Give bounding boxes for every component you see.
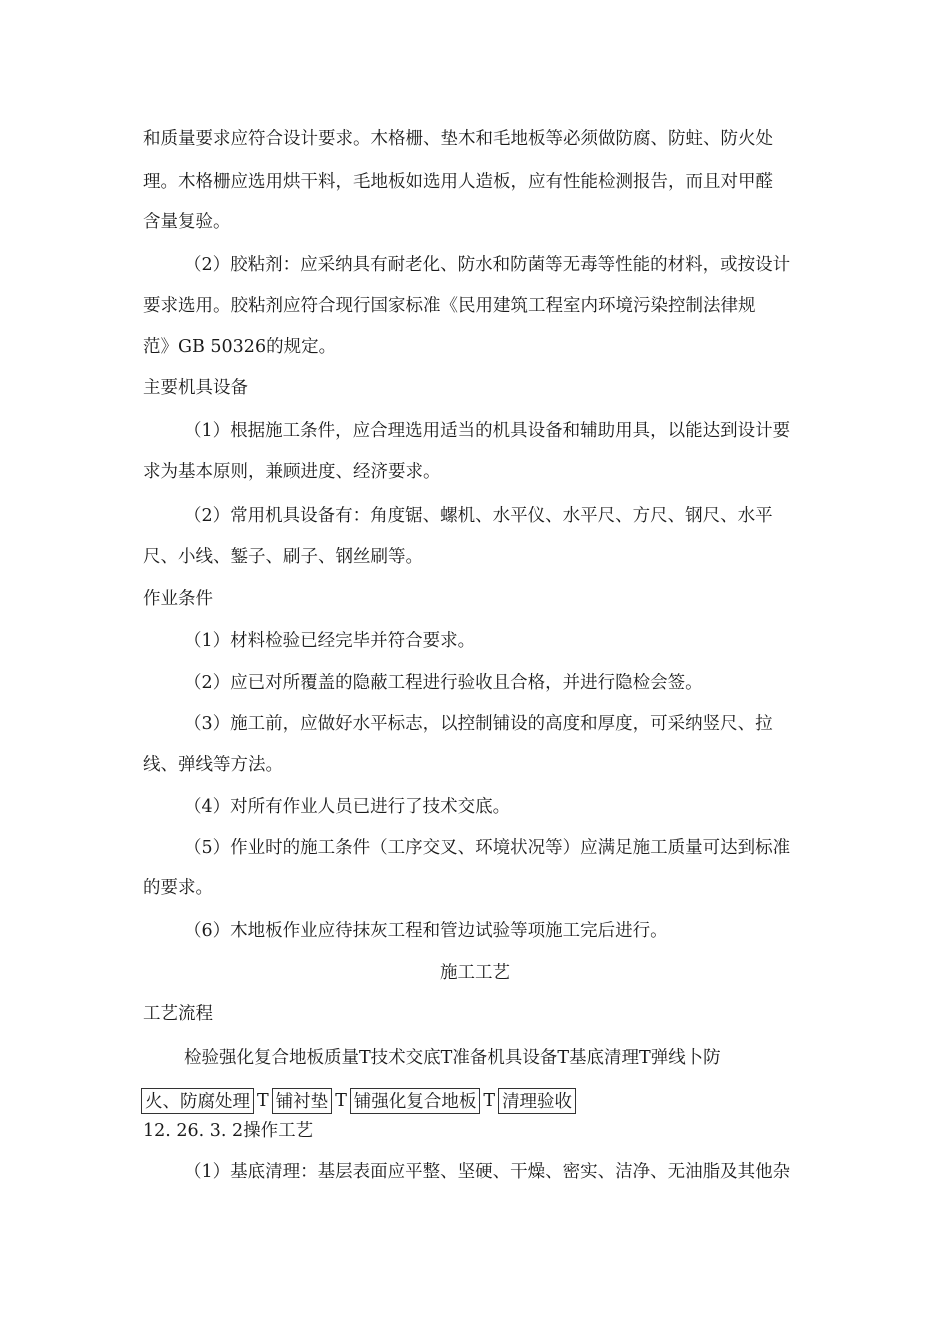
- flow-box: 火、防腐处理: [141, 1088, 254, 1114]
- paragraph-line: 含量复验。: [143, 212, 231, 232]
- paragraph-line: 要求选用。胶粘剂应符合现行国家标准《民用建筑工程室内环境污染控制法律规: [143, 296, 756, 316]
- flow-arrow: T: [257, 1091, 269, 1111]
- paragraph-line: （2）常用机具设备有：角度锯、螺机、水平仪、水平尺、方尺、钢尺、水平: [184, 506, 773, 526]
- paragraph-line: 范》GB 50326的规定。: [143, 337, 337, 357]
- paragraph-line: （2）胶粘剂：应采纳具有耐老化、防水和防菌等无毒等性能的材料，或按设计: [184, 255, 791, 275]
- flow-arrow: T: [483, 1091, 496, 1111]
- paragraph-line: 的要求。: [143, 878, 213, 898]
- paragraph-line: 尺、小线、錾子、刷子、钢丝刷等。: [143, 547, 423, 567]
- section-heading: 12. 26. 3. 2操作工艺: [143, 1121, 314, 1141]
- process-flow-line: 检验强化复合地板质量T技术交底T准备机具设备T基底清理T弹线卜防: [184, 1048, 721, 1068]
- section-heading: 主要机具设备: [143, 378, 248, 398]
- paragraph-line: （2）应已对所覆盖的隐蔽工程进行验收且合格，并进行隐检会签。: [184, 673, 703, 693]
- flow-box: 铺衬垫: [272, 1088, 333, 1114]
- paragraph-line: （1）基底清理：基层表面应平整、坚硬、干燥、密实、洁净、无油脂及其他杂: [184, 1162, 791, 1182]
- section-heading: 作业条件: [143, 589, 213, 609]
- paragraph-line: 和质量要求应符合设计要求。木格栅、垫木和毛地板等必须做防腐、防蛀、防火处: [143, 129, 773, 149]
- paragraph-line: （4）对所有作业人员已进行了技术交底。: [184, 797, 511, 817]
- section-heading: 工艺流程: [143, 1004, 213, 1024]
- flow-box: 铺强化复合地板: [350, 1088, 481, 1114]
- paragraph-line: 理。木格栅应选用烘干料，毛地板如选用人造板，应有性能检测报告，而且对甲醛: [143, 172, 773, 192]
- paragraph-line: （1）根据施工条件，应合理选用适当的机具设备和辅助用具，以能达到设计要: [184, 421, 791, 441]
- paragraph-line: 线、弹线等方法。: [143, 755, 283, 775]
- section-title: 施工工艺: [440, 963, 510, 983]
- paragraph-line: 求为基本原则，兼顾进度、经济要求。: [143, 462, 441, 482]
- paragraph-line: （1）材料检验已经完毕并符合要求。: [184, 631, 476, 651]
- flow-box: 清理验收: [498, 1088, 576, 1114]
- flow-arrow: T: [335, 1091, 347, 1111]
- process-flow-boxes: [141, 1088, 576, 1118]
- paragraph-line: （5）作业时的施工条件（工序交叉、环境状况等）应满足施工质量可达到标准: [184, 838, 791, 858]
- paragraph-line: （6）木地板作业应待抹灰工程和管边试验等项施工完后进行。: [184, 921, 668, 941]
- paragraph-line: （3）施工前，应做好水平标志，以控制铺设的高度和厚度，可采纳竖尺、拉: [184, 714, 773, 734]
